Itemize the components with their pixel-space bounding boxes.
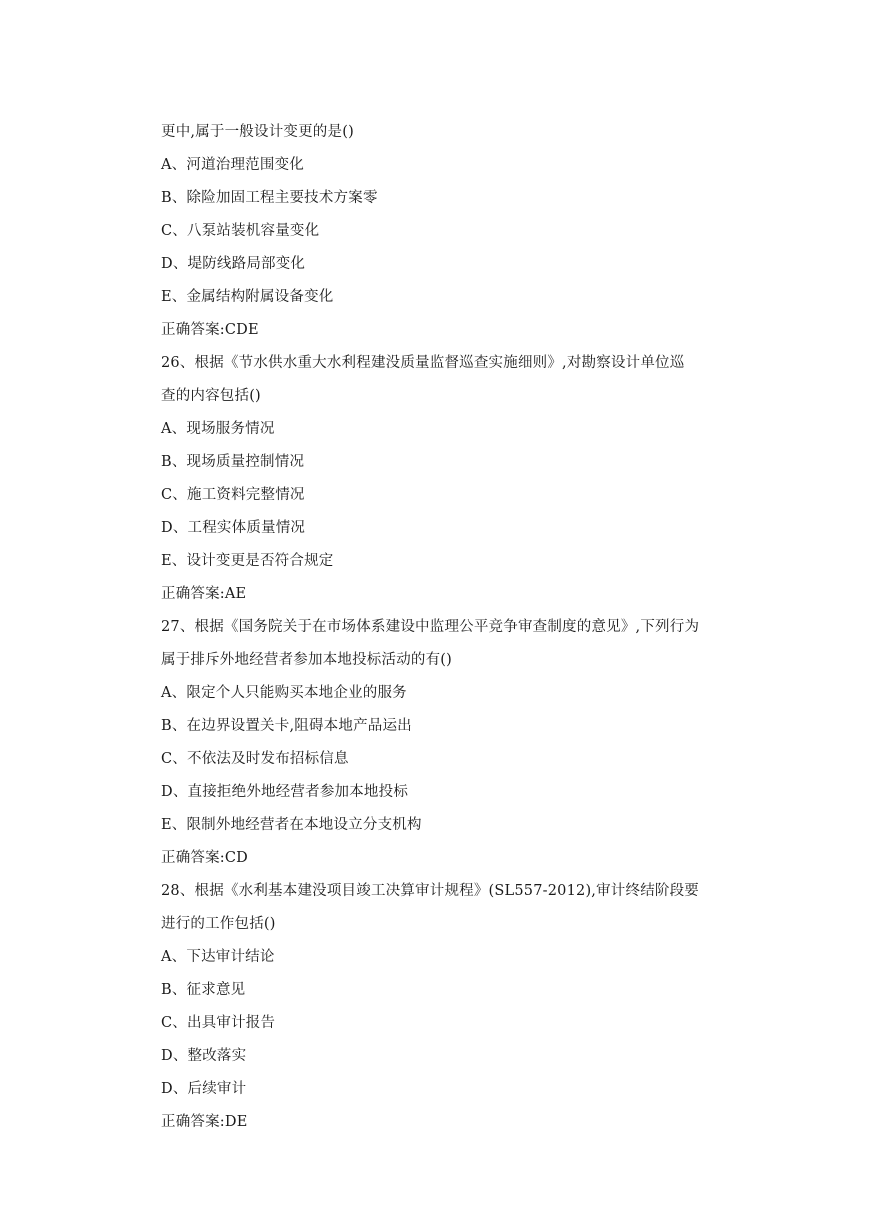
question-stem-continued: 进行的工作包括()	[161, 916, 276, 932]
option-e: E、限制外地经营者在本地设立分支机构	[161, 817, 422, 833]
option-b: B、现场质量控制情况	[161, 454, 305, 470]
question-stem: 26、根据《节水供水重大水利程建没质量监督巡查实施细则》,对勘察设计单位巡	[161, 355, 685, 371]
option-e: E、金属结构附属设备变化	[161, 289, 334, 305]
option-a: A、现场服务情况	[161, 421, 275, 437]
correct-answer: 正确答案:AE	[161, 586, 247, 602]
option-d-second: D、后续审计	[161, 1081, 247, 1097]
option-c: C、八泵站装机容量变化	[161, 223, 320, 239]
document-page	[161, 116, 731, 1139]
option-c: C、不依法及时发布招标信息	[161, 751, 349, 767]
option-a: A、限定个人只能购买本地企业的服务	[161, 685, 407, 701]
option-b: B、征求意见	[161, 982, 246, 998]
option-c: C、出具审计报告	[161, 1015, 276, 1031]
question-stem-continued: 属于排斥外地经营者参加本地投标活动的有()	[161, 652, 453, 668]
question-stem: 27、根据《国务院关于在市场体系建设中监理公平竞争审查制度的意见》,下列行为	[161, 619, 700, 635]
correct-answer: 正确答案:CD	[161, 850, 249, 866]
question-stem-continued: 查的内容包括()	[161, 388, 261, 404]
option-d: D、整改落实	[161, 1048, 247, 1064]
option-b: B、除险加固工程主要技术方案零	[161, 190, 378, 206]
option-d: D、工程实体质量情况	[161, 520, 306, 536]
question-stem: 28、根据《水利基本建没项目竣工决算审计规程》(SL557-2012),审计终结阶段要	[161, 883, 700, 899]
option-b: B、在边界设置关卡,阻碍本地产品运出	[161, 718, 412, 734]
option-a: A、下达审计结论	[161, 949, 275, 965]
option-a: A、河道治理范围变化	[161, 157, 304, 173]
correct-answer: 正确答案:CDE	[161, 322, 259, 338]
question-stem: 更中,属于一般设计变更的是()	[161, 124, 354, 140]
correct-answer: 正确答案:DE	[161, 1114, 248, 1130]
option-d: D、堤防线路局部变化	[161, 256, 306, 272]
option-c: C、施工资料完整情况	[161, 487, 305, 503]
option-d: D、直接拒绝外地经营者参加本地投标	[161, 784, 409, 800]
option-e: E、设计变更是否符合规定	[161, 553, 334, 569]
